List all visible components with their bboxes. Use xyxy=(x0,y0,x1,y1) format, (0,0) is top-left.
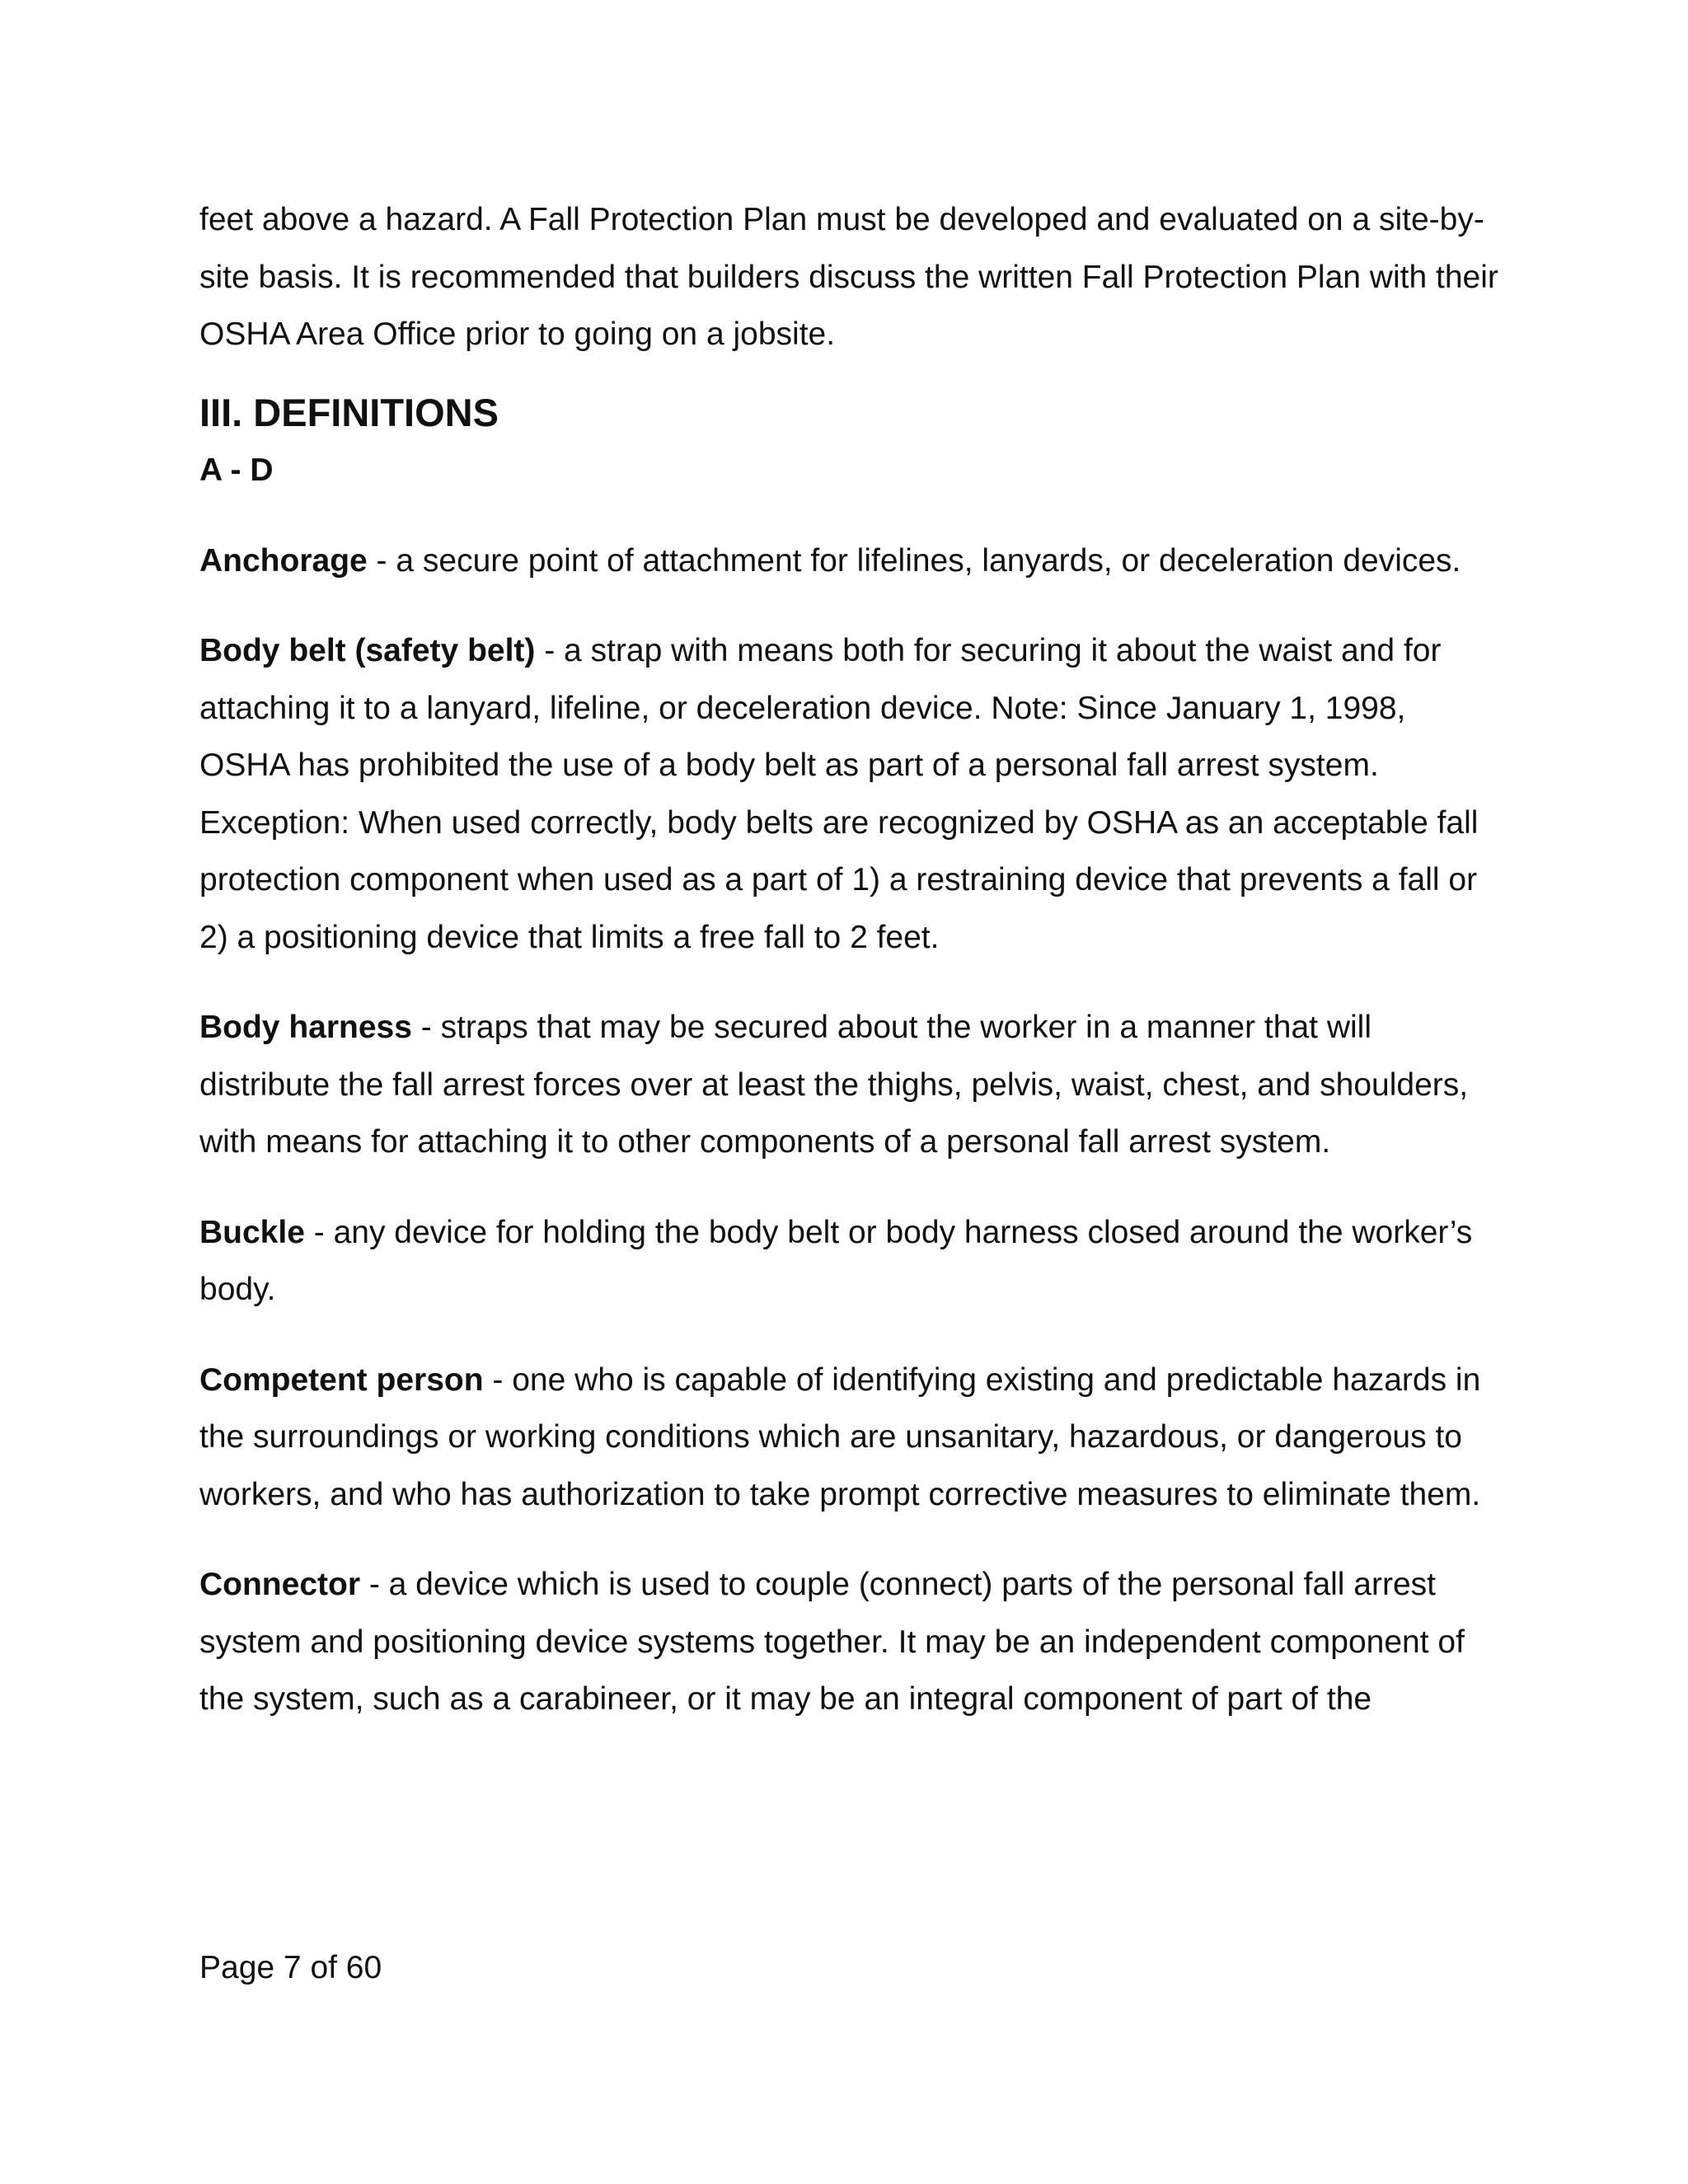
definition-competent-person xyxy=(199,1352,1502,1524)
definition-term: Body belt (safety belt) xyxy=(199,633,536,668)
definition-term: Connector xyxy=(199,1567,360,1602)
document-page xyxy=(199,191,1502,1761)
definition-text: - a device which is used to couple (connect) parts of the personal fall arrest system and positioning device systems together. It may be an independent component of the system, such as a carabineer, or it may be an integral component of part of the xyxy=(199,1567,1465,1717)
definition-text: - a strap with means both for securing it about the waist and for attaching it to a lanyard, lifeline, or deceleration device. Note: Since January 1, 1998, OSHA has prohibited the use of a body belt as part of a personal fall arrest system. Exception: When used correctly, body belts are recognized by OSHA as an acceptable fall protection component when used as a part of 1) a restraining device that prevents a fall or 2) a positioning device that limits a free fall to 2 feet. xyxy=(199,633,1479,955)
definition-anchorage xyxy=(199,532,1502,590)
definition-text: - one who is capable of identifying existing and predictable hazards in the surroundings or working conditions which are unsanitary, hazardous, or dangerous to workers, and who has authorization to take prompt corrective measures to eliminate them. xyxy=(199,1361,1481,1512)
definition-connector xyxy=(199,1556,1502,1728)
definition-term: Body harness xyxy=(199,1010,412,1045)
section-heading: III. DEFINITIONS xyxy=(199,390,499,434)
definition-term: Anchorage xyxy=(199,542,368,579)
definition-text: - any device for holding the body belt or body harness closed around the worker’s body. xyxy=(199,1214,1473,1307)
definition-text: - straps that may be secured about the worker in a manner that will distribute the fall arrest forces over at least the thighs, pelvis, waist, chest, and shoulders, with means for attaching it to other components of a personal fall arrest system. xyxy=(199,1010,1469,1160)
definition-text: - a secure point of attachment for lifelines, lanyards, or deceleration devices. xyxy=(367,542,1461,579)
page-number: Page 7 of 60 xyxy=(199,1950,382,1985)
definition-body-harness xyxy=(199,999,1502,1171)
definition-term: Competent person xyxy=(199,1361,484,1398)
definition-body-belt xyxy=(199,622,1502,966)
definition-buckle xyxy=(199,1204,1502,1319)
definition-term: Buckle xyxy=(199,1214,305,1250)
section-subheading: A - D xyxy=(199,452,274,488)
intro-paragraph: feet above a hazard. A Fall Protection Plan must be developed and evaluated on a site-by-site basis. It is recommended that builders discuss the written Fall Protection Plan with their OSHA Area Office prior to going on a jobsite. xyxy=(199,202,1498,352)
